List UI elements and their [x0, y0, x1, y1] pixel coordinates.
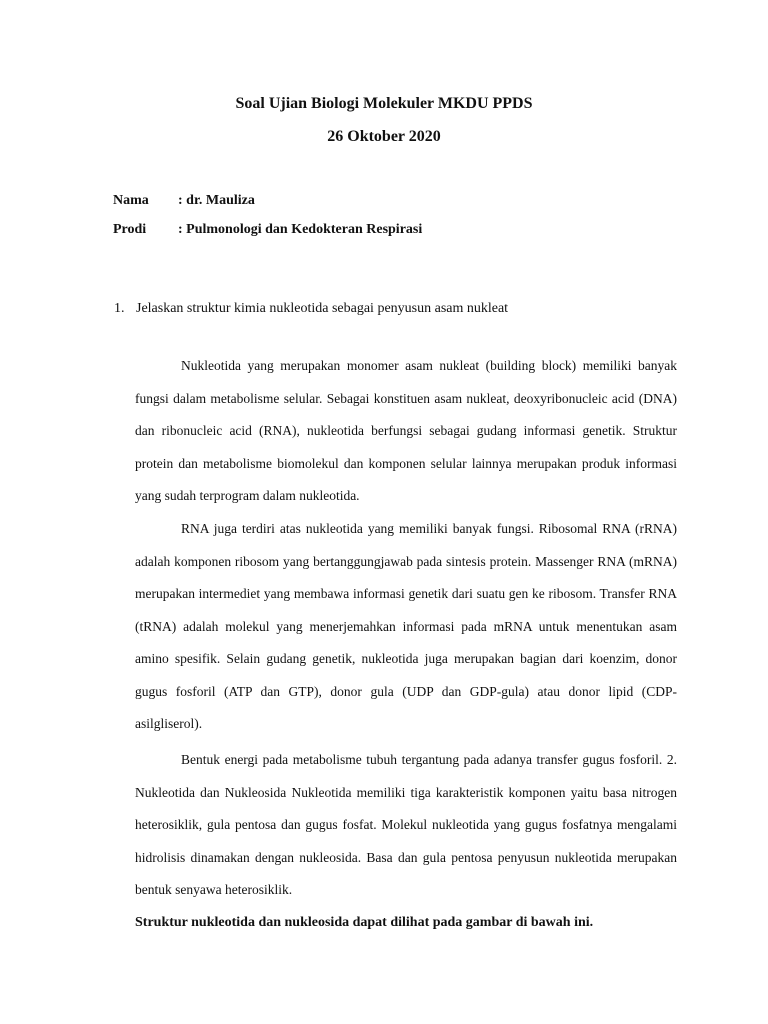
figure-caption-intro: Struktur nukleotida dan nukleosida dapat dilihat pada gambar di bawah ini.	[135, 915, 594, 930]
question-number: 1.	[114, 301, 125, 316]
document-title: Soal Ujian Biologi Molekuler MKDU PPDS	[235, 95, 533, 112]
field-value: : dr. Mauliza	[178, 193, 255, 208]
answer-paragraph-2: RNA juga terdiri atas nukleotida yang memiliki banyak fungsi. Ribosomal RNA (rRNA) adalah komponen ribosom yang bertanggungjawab pada sintesis protein. Massenger RNA (mRNA) merupakan intermediet yang membawa informasi genetik dari suatu gen ke ribosom. Transfer RNA (tRNA) adalah molekul yang menerjemahkan informasi pada mRNA untuk menentukan asam amino spesifik. Selain gudang genetik, nukleotida juga merupakan bagian dari koenzim, donor gugus fosforil (ATP dan GTP), donor gula (UDP dan GDP-gula) atau donor lipid (CDP-asilgliserol).	[135, 521, 677, 731]
field-label: Prodi	[113, 222, 147, 237]
field-value: : Pulmonologi dan Kedokteran Respirasi	[178, 222, 423, 237]
field-prodi	[113, 221, 422, 239]
question-item	[114, 300, 508, 318]
field-nama	[113, 192, 255, 210]
question-text: Jelaskan struktur kimia nukleotida sebagai penyusun asam nukleat	[136, 301, 509, 316]
answer-paragraph-3: Bentuk energi pada metabolisme tubuh tergantung pada adanya transfer gugus fosforil. 2. Nukleotida dan Nukleosida Nukleotida memiliki tiga karakteristik komponen yaitu basa nitrogen heterosiklik, gula pentosa dan gugus fosfat. Molekul nukleotida yang gugus fosfatnya mengalami hidrolisis dinamakan dengan nukleosida. Basa dan gula pentosa penyusun nukleotida merupakan bentuk senyawa heterosiklik.	[135, 752, 677, 897]
document-date: 26 Oktober 2020	[327, 128, 441, 145]
field-label: Nama	[113, 193, 149, 208]
answer-paragraph-1: Nukleotida yang merupakan monomer asam nukleat (building block) memiliki banyak fungsi dalam metabolisme selular. Sebagai konstituen asam nukleat, deoxyribonucleic acid (DNA) dan ribonucleic acid (RNA), nukleotida berfungsi sebagai gudang informasi genetik. Struktur protein dan metabolisme biomolekul dan komponen selular lainnya merupakan produk informasi yang sudah terprogram dalam nukleotida.	[135, 358, 677, 503]
